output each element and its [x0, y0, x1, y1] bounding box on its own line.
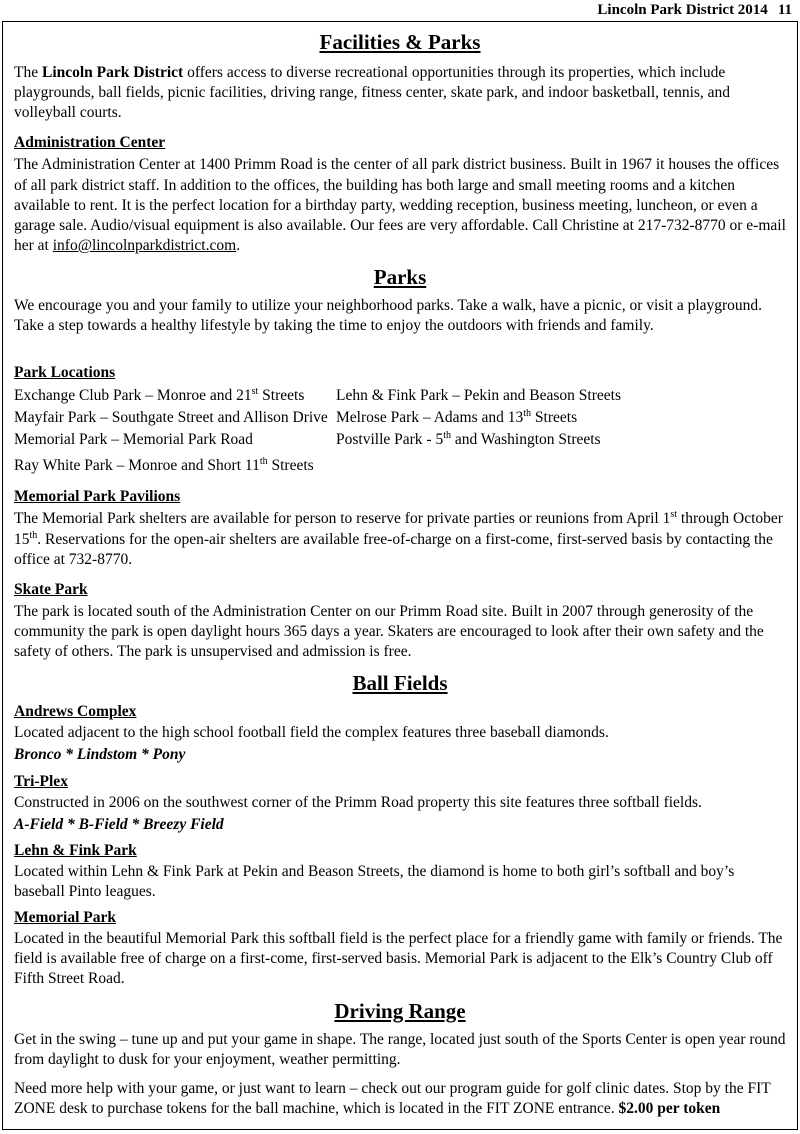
- pavilions-text-post: . Reservations for the open-air shelters are available free-of-charge on a first-come, first-served basis by contacting the office at 732-8770.: [14, 530, 773, 568]
- skate-park-paragraph: The park is located south of the Administration Center on our Primm Road site. Built in 2007 through generosity of the community the park is open daylight hours 365 days a year. Skaters are encouraged to look after their own safety and the safety of others. The park is unsupervised and admission is free.: [14, 602, 764, 661]
- park-location-item: [14, 385, 336, 407]
- section-title-driving-range: Driving Range: [334, 998, 466, 1023]
- park-location-item: [336, 429, 786, 451]
- andrews-complex-heading: Andrews Complex: [14, 703, 137, 721]
- page-header: [0, 0, 800, 21]
- ordinal-suffix: th: [259, 456, 268, 468]
- page-number: 11: [777, 2, 792, 18]
- park-locations-right-column: [336, 385, 786, 477]
- ordinal-suffix: th: [29, 529, 38, 541]
- park-location-text-post: Streets: [267, 457, 314, 475]
- parks-intro-paragraph: We encourage you and your family to utilize your neighborhood parks. Take a walk, have a picnic, or visit a playground. Take a step towards a healthy lifestyle by taking the time to enjoy the outdoors with friends and family.: [14, 297, 763, 335]
- triplex-fields: A-Field * B-Field * Breezy Field: [14, 815, 224, 833]
- ordinal-suffix: st: [670, 509, 678, 521]
- park-location-text: Melrose Park – Adams and 13: [336, 409, 524, 427]
- driving-range-p2-text: Need more help with your game, or just want to learn – check out our program guide for golf clinic dates. Stop by the FIT ZONE desk to purchase tokens for the ball machine, which is located in the FIT ZONE entrance.: [14, 1079, 771, 1117]
- park-location-text: Postville Park - 5: [336, 431, 444, 449]
- andrews-complex-paragraph: Located adjacent to the high school football field the complex features three baseball diamonds.: [14, 724, 609, 742]
- park-location-text-post: and Washington Streets: [451, 431, 601, 449]
- park-locations-left-column: [14, 385, 336, 477]
- facilities-intro-bold: Lincoln Park District: [41, 64, 184, 81]
- pavilions-text-mid: through October 15: [14, 510, 783, 548]
- park-location-item: [336, 385, 786, 407]
- park-location-item: [14, 455, 336, 477]
- admin-center-heading: Administration Center: [14, 134, 166, 152]
- park-location-item: [14, 429, 336, 451]
- park-location-text-post: Streets: [531, 409, 578, 427]
- memorial-park-heading: Memorial Park: [14, 909, 117, 927]
- park-locations-columns: [14, 385, 786, 477]
- pavilions-text-pre: The Memorial Park shelters are available for person to reserve for private parties or reunions from April 1: [14, 510, 671, 528]
- content-frame: [2, 21, 798, 1130]
- token-price: $2.00 per token: [618, 1099, 721, 1117]
- facilities-intro-post: offers access to diverse recreational opportunities through its properties, which include playgrounds, ball fields, picnic facilities, driving range, fitness center, skate park, and indoor basketball, tennis, and volleyball courts.: [14, 64, 731, 122]
- park-location-item: [14, 407, 336, 429]
- email-link[interactable]: info@lincolnparkdistrict.com: [52, 236, 237, 254]
- pavilions-paragraph: [14, 509, 786, 569]
- triplex-heading: Tri-Plex: [14, 772, 68, 790]
- triplex-paragraph: Constructed in 2006 on the southwest corner of the Primm Road property this site features three softball fields.: [14, 793, 702, 811]
- header-title: Lincoln Park District 2014: [597, 2, 768, 18]
- driving-range-paragraph-1: Get in the swing – tune up and put your game in shape. The range, located just south of the Sports Center is open year round from daylight to dusk for your enjoyment, weather permitting.: [14, 1030, 786, 1068]
- facilities-intro-paragraph: [14, 63, 786, 123]
- park-location-text: Lehn & Fink Park – Pekin and Beason Streets: [336, 387, 621, 405]
- park-location-text: Memorial Park – Memorial Park Road: [14, 431, 253, 449]
- skate-park-heading: Skate Park: [14, 580, 88, 598]
- andrews-complex-fields: Bronco * Lindstom * Pony: [14, 746, 186, 764]
- section-title-ball-fields: Ball Fields: [352, 671, 448, 696]
- section-title-facilities-parks: Facilities & Parks: [319, 30, 481, 54]
- facilities-intro-pre: The: [14, 64, 42, 81]
- park-location-text: Ray White Park – Monroe and Short 11: [14, 457, 260, 475]
- ordinal-suffix: st: [251, 386, 259, 398]
- park-location-text: Mayfair Park – Southgate Street and Allison Drive: [14, 409, 328, 427]
- park-location-text: Exchange Club Park – Monroe and 21: [14, 387, 252, 405]
- park-location-text-post: Streets: [258, 387, 305, 405]
- section-title-parks: Parks: [373, 265, 427, 290]
- park-locations-heading: Park Locations: [14, 364, 116, 382]
- driving-range-paragraph-2: [14, 1079, 786, 1119]
- pavilions-heading: Memorial Park Pavilions: [14, 488, 181, 506]
- ordinal-suffix: th: [443, 430, 451, 442]
- ordinal-suffix: th: [523, 408, 532, 420]
- admin-body-post: .: [236, 236, 241, 254]
- memorial-park-paragraph: Located in the beautiful Memorial Park this softball field is the perfect place for a friendly game with family or friends. The field is available free of charge on a first-come, first-served basis. Memorial Park is adjacent to the Elk’s Country Club off Fifth Street Road.: [14, 930, 783, 988]
- admin-center-paragraph: [14, 155, 786, 256]
- park-location-item: [336, 407, 786, 429]
- admin-body-pre: The Administration Center at 1400 Primm Road is the center of all park district business. Built in 1967 it houses the offices of all park district staff. In addition to the offices, the building has both large and small meeting rooms and a kitchen available to rent. It is the perfect location for a birthday party, wedding reception, business meeting, luncheon, or even a garage sale. Audio/visual equipment is also available. Our fees are very affordable. Call Christine at 217-732-8770 or e-mail her at: [14, 156, 786, 254]
- lehn-fink-paragraph: Located within Lehn & Fink Park at Pekin and Beason Streets, the diamond is home to both girl’s softball and boy’s baseball Pinto leagues.: [14, 862, 735, 900]
- lehn-fink-heading: Lehn & Fink Park: [14, 841, 137, 859]
